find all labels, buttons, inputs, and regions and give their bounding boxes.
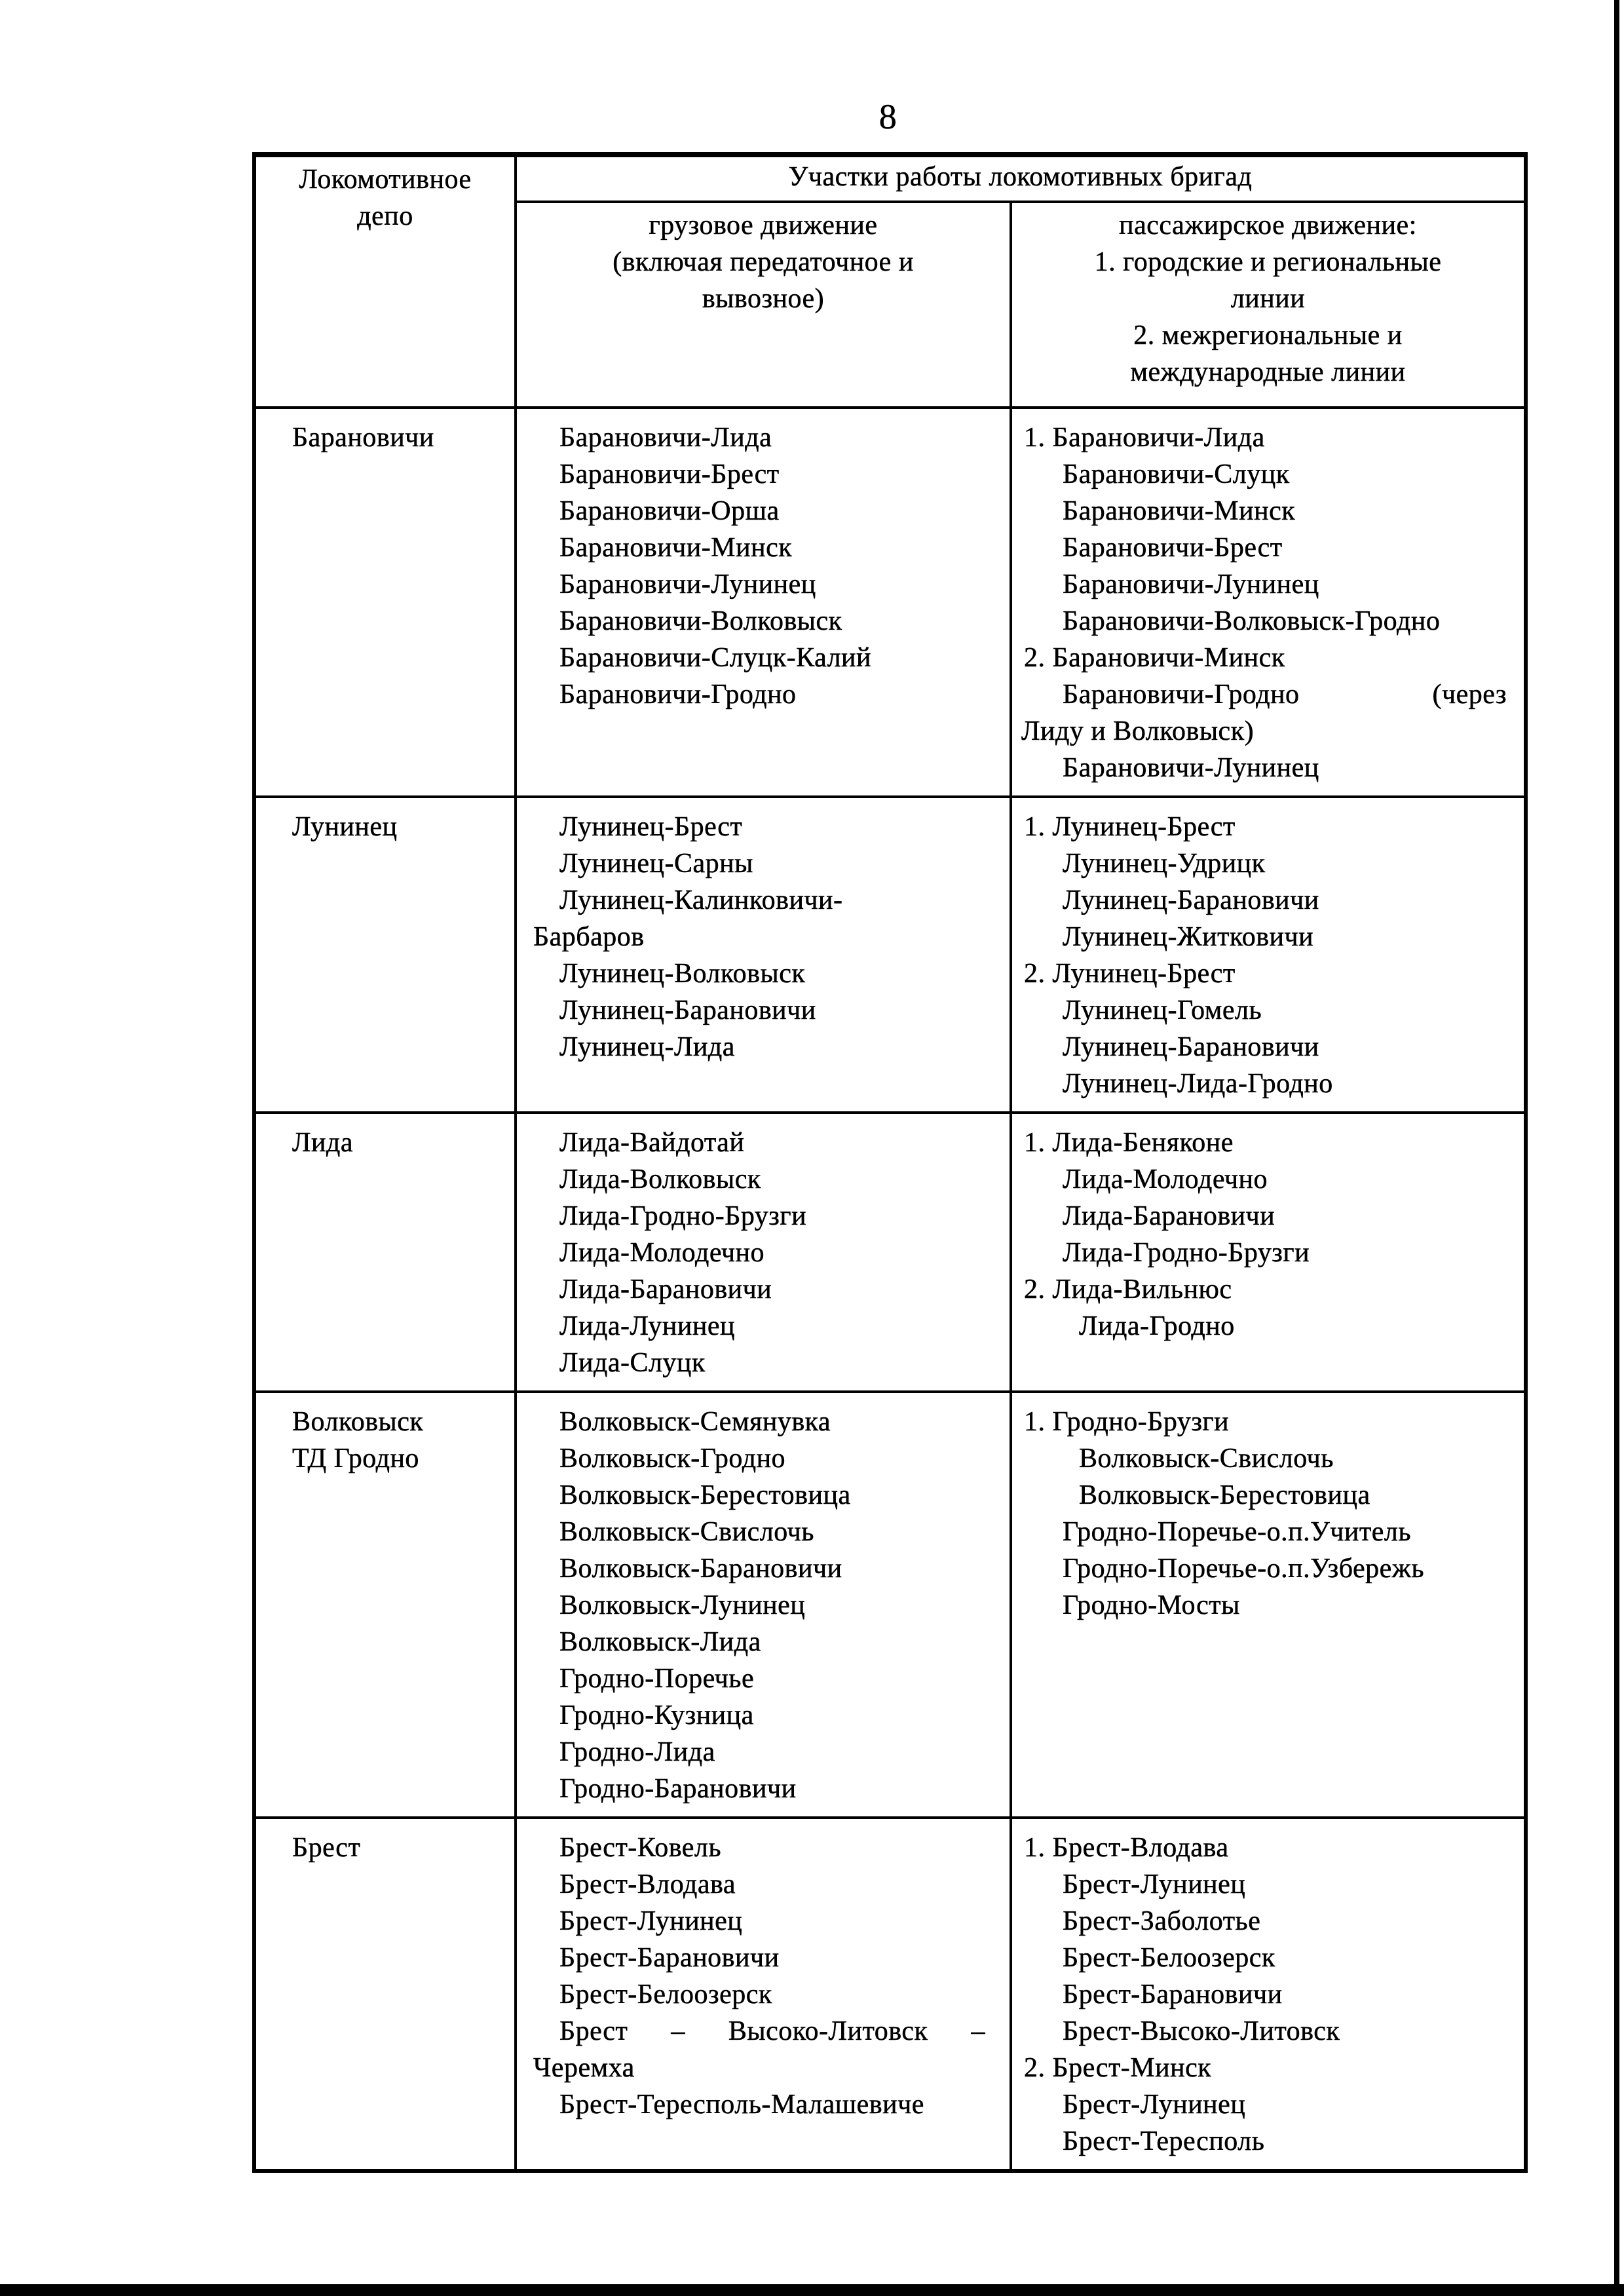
route-line: Барановичи-Минск: [1063, 496, 1296, 526]
route-line: Брест-Высоко-Литовск: [1063, 2016, 1340, 2046]
freight-column-header: [516, 202, 1011, 408]
depot-row: [254, 1113, 1526, 1392]
route-line-part: Высоко-Литовск: [728, 2016, 928, 2046]
freight-cell: [516, 797, 1011, 1113]
route-line: Лунинец-Брест: [559, 812, 743, 842]
route-line: Лунинец-Лида: [559, 1032, 735, 1062]
route-line: Гродно-Поречье-о.п.Узбережь: [1063, 1554, 1424, 1584]
route-line: Лида-Лунинец: [559, 1311, 735, 1341]
route-line: Лунинец-Волковыск: [559, 959, 806, 989]
route-line: Барановичи-Волковыск-Гродно: [1063, 606, 1441, 636]
scan-artifact-right-line: [1614, 0, 1619, 2296]
depot-name: Волковыск: [292, 1407, 424, 1437]
route-line: Брест-Ковель: [559, 1833, 722, 1863]
route-line: Барановичи-Лида: [559, 423, 772, 453]
route-line: Лиду и Волковыск): [1021, 716, 1255, 746]
depot-row: [254, 1818, 1526, 2171]
route-line: [559, 2013, 985, 2050]
route-line: Барановичи-Орша: [559, 496, 780, 526]
route-line: Гродно-Лида: [559, 1737, 715, 1767]
page-number: 8: [878, 97, 897, 136]
route-line: Брест-Тересполь: [1063, 2126, 1265, 2156]
route-line: Лунинец-Калинковичи-: [559, 885, 843, 915]
route-line: Брест-Лунинец: [559, 1906, 743, 1936]
route-line: 1. Лунинец-Брест: [1024, 812, 1236, 842]
route-line: Лида-Вайдотай: [559, 1128, 745, 1158]
route-line: Брест-Влодава: [559, 1869, 736, 1900]
depot-cell: [254, 1818, 516, 2171]
route-line: Лунинец-Барановичи: [1063, 1032, 1319, 1062]
depot-name: ТД Гродно: [292, 1444, 419, 1474]
depot-routes-table: [252, 152, 1528, 2173]
route-line: Лида-Молодечно: [559, 1238, 765, 1268]
route-line: Гродно-Мосты: [1063, 1590, 1240, 1620]
route-line: Барановичи-Лунинец: [559, 569, 816, 600]
route-line: Лунинец-Барановичи: [1063, 885, 1319, 915]
passenger-cell: [1011, 1113, 1526, 1392]
route-line: Лида-Барановичи: [559, 1274, 772, 1305]
depot-name: Лида: [292, 1128, 353, 1158]
route-line: 1. Брест-Влодава: [1024, 1833, 1229, 1863]
freight-cell: [516, 408, 1011, 797]
depot-row: [254, 408, 1526, 797]
route-line: Брест-Лунинец: [1063, 2090, 1246, 2120]
depot-column-header: [254, 155, 516, 408]
route-line: Гродно-Поречье: [559, 1664, 755, 1694]
route-line: Брест-Заболотье: [1063, 1906, 1261, 1936]
route-line: Лунинец-Житковичи: [1063, 922, 1314, 952]
route-line: Барбаров: [533, 922, 645, 952]
passenger-header-line: линии: [1230, 284, 1306, 314]
depot-header-line: Локомотивное: [299, 164, 472, 195]
freight-cell: [516, 1113, 1011, 1392]
route-line: Лида-Гродно: [1079, 1311, 1235, 1341]
route-line: Лида-Молодечно: [1063, 1164, 1268, 1195]
route-line: Гродно-Барановичи: [559, 1774, 797, 1804]
depot-row: [254, 1392, 1526, 1818]
route-line-part: Барановичи-Гродно: [1063, 679, 1300, 710]
route-line: Лунинец-Барановичи: [559, 995, 816, 1025]
route-line: Лида-Слуцк: [559, 1348, 706, 1378]
passenger-column-header: [1011, 202, 1526, 408]
route-line: 2. Лунинец-Брест: [1024, 959, 1236, 989]
route-line: Барановичи-Слуцк: [1063, 459, 1290, 489]
route-line: Барановичи-Лунинец: [1063, 569, 1319, 600]
route-line: [1063, 676, 1507, 713]
passenger-header-line: 2. межрегиональные и: [1133, 320, 1403, 351]
passenger-header-line: пассажирское движение:: [1119, 210, 1417, 240]
route-line-part: –: [971, 2016, 985, 2046]
depot-name: Лунинец: [292, 812, 398, 842]
route-line: Барановичи-Брест: [559, 459, 780, 489]
passenger-header-line: 1. городские и региональные: [1094, 247, 1442, 277]
route-line: Лида-Гродно-Брузги: [559, 1201, 807, 1231]
route-line: Лида-Гродно-Брузги: [1063, 1238, 1310, 1268]
freight-cell: [516, 1392, 1011, 1818]
route-line: Черемха: [533, 2053, 635, 2083]
depot-name: Барановичи: [292, 423, 434, 453]
route-line: 2. Барановичи-Минск: [1024, 643, 1285, 673]
route-line: Лунинец-Сарны: [559, 849, 753, 879]
route-line: 1. Гродно-Брузги: [1024, 1407, 1230, 1437]
passenger-header-line: международные линии: [1130, 357, 1406, 387]
route-line: 1. Барановичи-Лида: [1024, 423, 1265, 453]
passenger-cell: [1011, 797, 1526, 1113]
route-line: Волковыск-Гродно: [559, 1444, 786, 1474]
route-line: Брест-Барановичи: [559, 1943, 780, 1973]
route-line: Барановичи-Лунинец: [1063, 753, 1319, 783]
route-line: 2. Брест-Минск: [1024, 2053, 1212, 2083]
depot-cell: [254, 797, 516, 1113]
depot-name: Брест: [292, 1833, 361, 1863]
freight-header-line: (включая передаточное и: [613, 247, 914, 277]
table-title-row: [254, 155, 1526, 202]
depot-header-line: депо: [357, 201, 413, 231]
route-line: Волковыск-Лида: [559, 1627, 761, 1657]
route-line: Барановичи-Волковыск: [559, 606, 842, 636]
route-line-part: (через: [1432, 679, 1507, 710]
route-line: Лунинец-Удрицк: [1063, 849, 1266, 879]
passenger-cell: [1011, 1392, 1526, 1818]
passenger-cell: [1011, 408, 1526, 797]
route-line: Волковыск-Свислочь: [1079, 1444, 1334, 1474]
route-line: Волковыск-Лунинец: [559, 1590, 806, 1620]
route-line: Лида-Волковыск: [559, 1164, 761, 1195]
route-line: Волковыск-Барановичи: [559, 1554, 842, 1584]
route-line: Брест-Тересполь-Малашевиче: [559, 2090, 924, 2120]
route-line: Волковыск-Семянувка: [559, 1407, 831, 1437]
route-line-part: Брест: [559, 2016, 628, 2046]
freight-header-line: грузовое движение: [649, 210, 878, 240]
route-line-part: –: [671, 2016, 685, 2046]
depot-cell: [254, 1392, 516, 1818]
route-line: Барановичи-Минск: [559, 533, 793, 563]
route-line: Волковыск-Берестовица: [559, 1480, 851, 1510]
freight-header-line: вывозное): [702, 284, 825, 314]
route-line: Лунинец-Лида-Гродно: [1063, 1069, 1333, 1099]
depot-row: [254, 797, 1526, 1113]
route-line: Брест-Барановичи: [1063, 1980, 1283, 2010]
route-line: Волковыск-Берестовица: [1079, 1480, 1370, 1510]
scan-artifact-bottom-band: [0, 2284, 1624, 2296]
route-line: 1. Лида-Беняконе: [1024, 1128, 1234, 1158]
freight-cell: [516, 1818, 1011, 2171]
route-line: Брест-Белоозерск: [1063, 1943, 1275, 1973]
depot-cell: [254, 1113, 516, 1392]
route-line: Лида-Барановичи: [1063, 1201, 1275, 1231]
route-line: Лунинец-Гомель: [1063, 995, 1262, 1025]
route-line: Барановичи-Слуцк-Калий: [559, 643, 871, 673]
passenger-cell: [1011, 1818, 1526, 2171]
table-title-cell: Участки работы локомотивных бригад: [516, 155, 1526, 202]
route-line: Гродно-Поречье-о.п.Учитель: [1063, 1517, 1412, 1547]
depot-cell: [254, 408, 516, 797]
route-line: Волковыск-Свислочь: [559, 1517, 814, 1547]
route-line: 2. Лида-Вильнюс: [1024, 1274, 1232, 1305]
route-line: Брест-Белоозерск: [559, 1980, 772, 2010]
route-line: Барановичи-Гродно: [559, 679, 797, 710]
route-line: Барановичи-Брест: [1063, 533, 1283, 563]
route-line: Гродно-Кузница: [559, 1700, 754, 1731]
route-line: Брест-Лунинец: [1063, 1869, 1246, 1900]
